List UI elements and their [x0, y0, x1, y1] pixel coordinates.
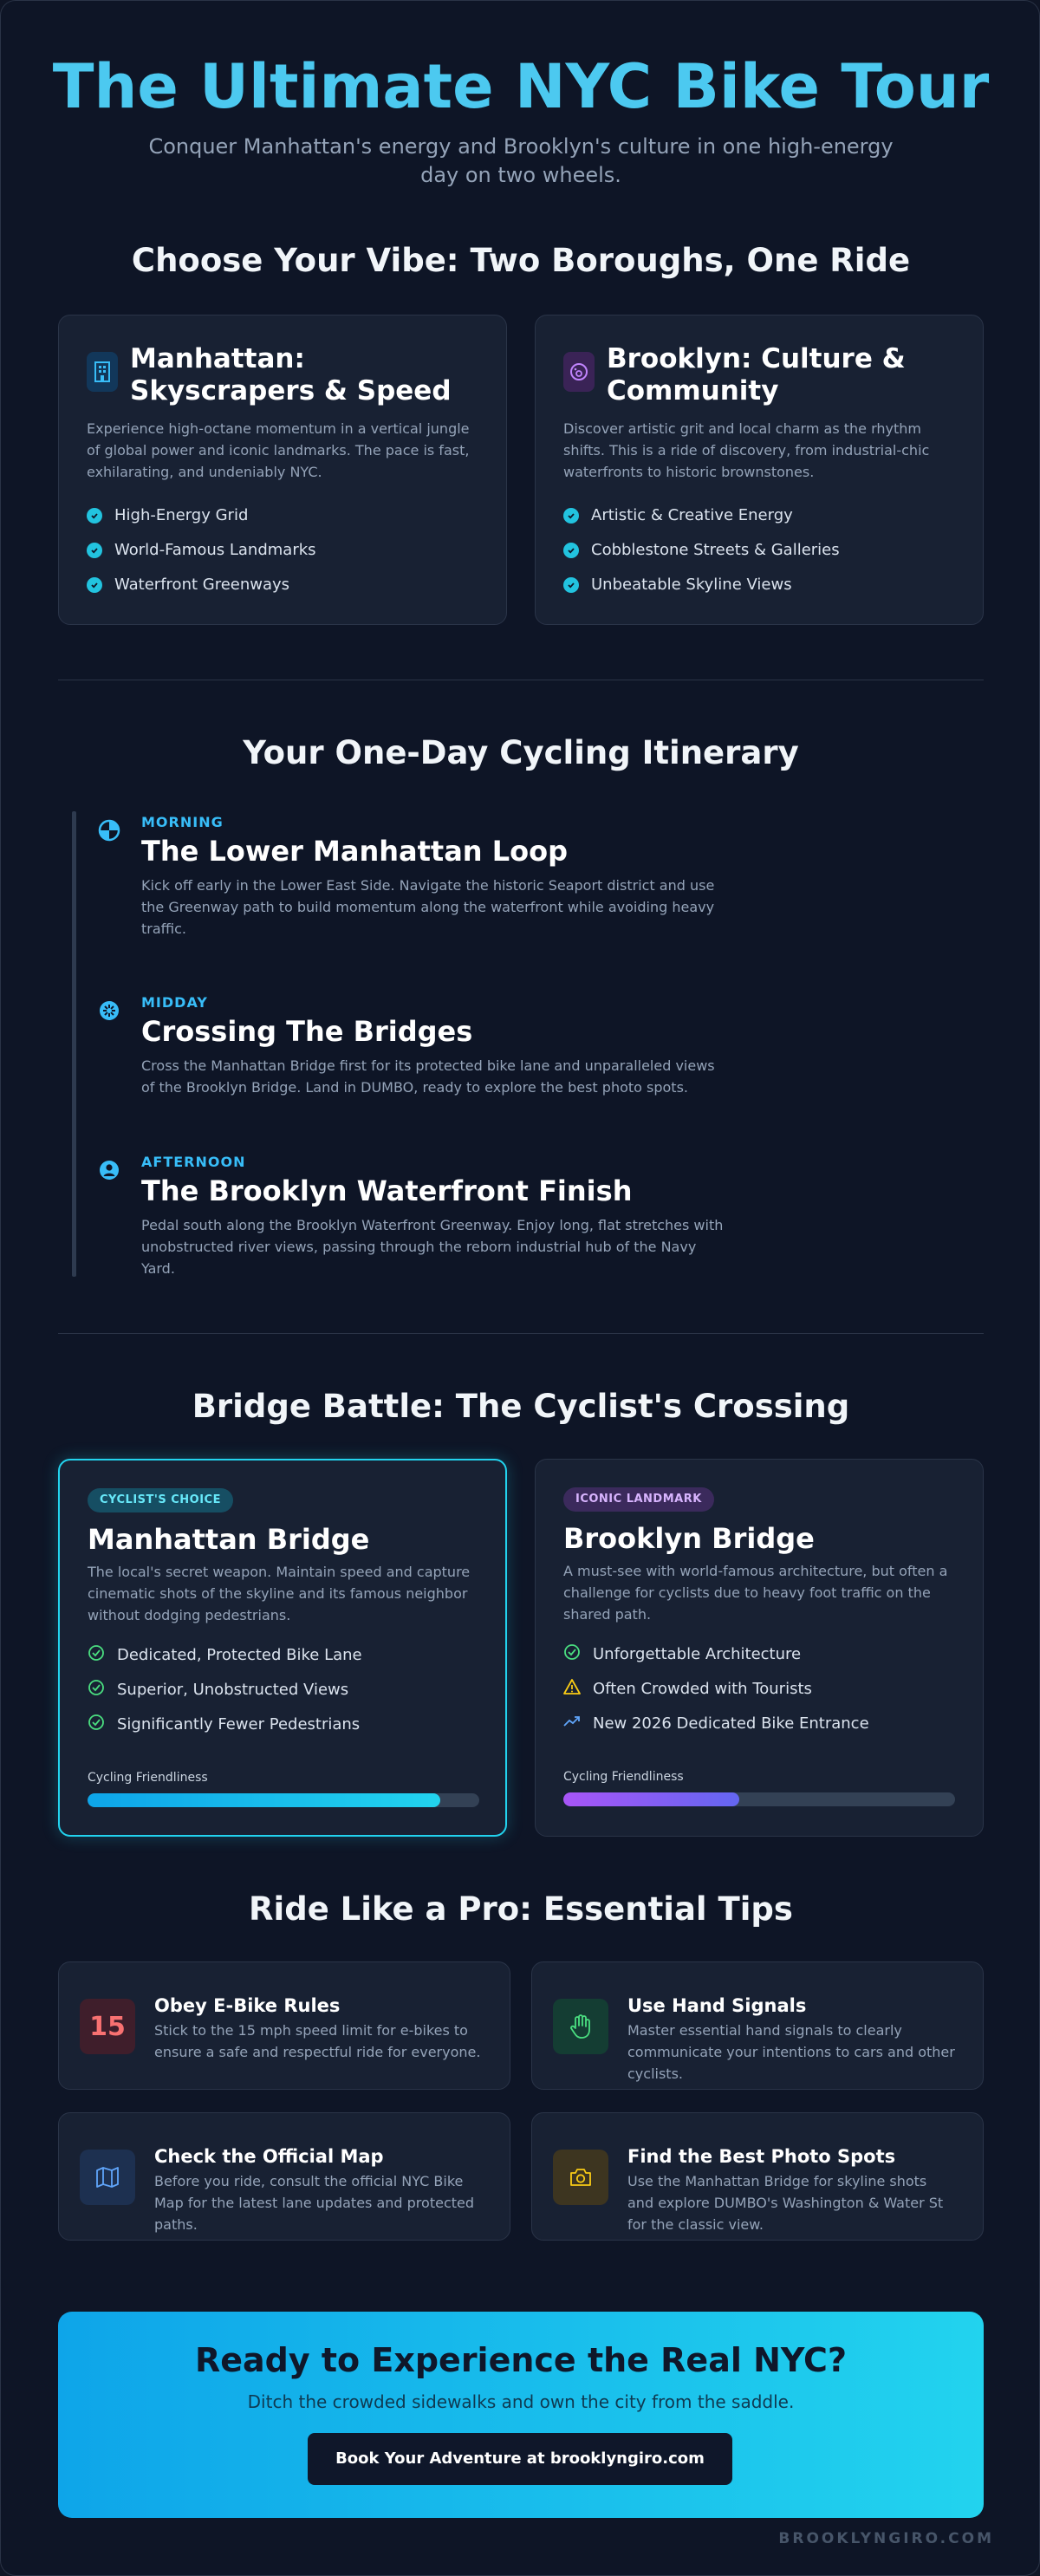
- speed-limit-icon: 15: [80, 1999, 135, 2054]
- map-icon: [80, 2150, 135, 2205]
- feature-label: Often Crowded with Tourists: [593, 1680, 812, 1698]
- warning-icon: [563, 1678, 581, 1700]
- timeline-title: The Lower Manhattan Loop: [141, 835, 568, 868]
- meter-label: Cycling Friendliness: [563, 1770, 684, 1784]
- list-item: [563, 506, 793, 524]
- list-item: [563, 576, 792, 594]
- timeline-title: The Brooklyn Waterfront Finish: [141, 1174, 633, 1207]
- brooklyn-vibe-desc: Discover artistic grit and local charm as the rhythm shifts. This is a ride of discovery, from industrial-chic waterfronts to historic brownstones.: [563, 420, 930, 480]
- manhattan-vibe-desc: Experience high-octane momentum in a vertical jungle of global power and iconic landmarks. The pace is fast, exhilarating, and undeniably NYC.: [87, 420, 470, 480]
- palette-icon: [563, 352, 595, 392]
- manhattan-bridge-card: [58, 1459, 507, 1837]
- friendliness-meter: [563, 1792, 955, 1806]
- check-circle-icon: [563, 1643, 581, 1665]
- tip-card: [531, 2112, 984, 2241]
- cta-banner: [58, 2312, 984, 2518]
- page-subtitle: Conquer Manhattan's energy and Brooklyn's culture in one high-energy day on two wheels.: [148, 134, 894, 187]
- list-item-label: World-Famous Landmarks: [114, 541, 316, 559]
- feature-item: [88, 1679, 348, 1701]
- tip-desc: Stick to the 15 mph speed limit for e-bikes to ensure a safe and respectful ride for everyone.: [154, 2022, 481, 2060]
- friendliness-meter: [88, 1793, 479, 1807]
- camera-icon: [553, 2150, 608, 2205]
- feature-item: [563, 1713, 869, 1734]
- tip-title: Find the Best Photo Spots: [627, 2146, 896, 2167]
- brooklyn-bridge-card: [535, 1459, 984, 1837]
- timeline-line: [72, 811, 76, 1277]
- sun-icon: [98, 999, 120, 1022]
- cta-subtitle: Ditch the crowded sidewalks and own the city from the saddle.: [247, 2391, 795, 2412]
- itinerary-heading: Your One-Day Cycling Itinerary: [243, 734, 799, 771]
- bridge-title: Manhattan Bridge: [88, 1523, 370, 1556]
- meter-label: Cycling Friendliness: [88, 1771, 208, 1785]
- list-item-label: High-Energy Grid: [114, 506, 249, 524]
- morning-icon: [98, 819, 120, 842]
- list-item: [87, 541, 316, 559]
- list-item: [563, 541, 840, 559]
- footer-brand: BROOKLYNGIRO.COM: [778, 2530, 994, 2547]
- check-circle-icon: [88, 1644, 105, 1666]
- feature-item: [563, 1643, 801, 1665]
- tip-desc: Before you ride, consult the official NYC Bike Map for the latest lane updates and protected paths.: [154, 2173, 475, 2233]
- tip-card: [58, 2112, 510, 2241]
- list-item-label: Unbeatable Skyline Views: [591, 576, 792, 594]
- timeline-label: AFTERNOON: [141, 1154, 246, 1170]
- timeline-label: MORNING: [141, 814, 224, 830]
- manhattan-vibe-title: Manhattan: Skyscrapers & Speed: [130, 343, 452, 407]
- feature-label: Dedicated, Protected Bike Lane: [117, 1646, 362, 1664]
- check-circle-icon: [88, 1679, 105, 1701]
- tip-title: Use Hand Signals: [627, 1995, 807, 2016]
- tip-desc: Use the Manhattan Bridge for skyline shots and explore DUMBO's Washington & Water St for the classic view.: [627, 2173, 944, 2233]
- hand-icon: [553, 1999, 608, 2054]
- list-item-label: Artistic & Creative Energy: [591, 506, 793, 524]
- check-icon: [87, 577, 102, 593]
- section-divider: [58, 1333, 984, 1334]
- page-title: The Ultimate NYC Bike Tour: [52, 51, 990, 122]
- feature-item: [88, 1714, 360, 1735]
- meter-fill: [88, 1793, 440, 1807]
- check-icon: [87, 508, 102, 524]
- trend-up-icon: [563, 1713, 581, 1734]
- timeline-label: MIDDAY: [141, 994, 208, 1011]
- vibe-heading: Choose Your Vibe: Two Boroughs, One Ride: [131, 242, 911, 279]
- bridge-desc: The local's secret weapon. Maintain speed and capture cinematic shots of the skyline and its famous neighbor without dodging pedestrians.: [88, 1564, 471, 1623]
- brooklyn-vibe-card: [535, 315, 984, 625]
- bridge-desc: A must-see with world-famous architecture, but often a challenge for cyclists due to heavy foot traffic on the shared path.: [563, 1563, 948, 1623]
- feature-label: Superior, Unobstructed Views: [117, 1681, 349, 1699]
- tip-title: Obey E-Bike Rules: [154, 1995, 341, 2016]
- check-icon: [563, 508, 579, 524]
- tip-desc: Master essential hand signals to clearly communicate your intentions to cars and other cyclists.: [627, 2022, 955, 2082]
- iconic-landmark-badge: ICONIC LANDMARK: [563, 1487, 714, 1512]
- check-icon: [563, 543, 579, 558]
- list-item: [87, 576, 289, 594]
- manhattan-vibe-card: [58, 315, 507, 625]
- person-icon: [98, 1159, 120, 1181]
- timeline-title: Crossing The Bridges: [141, 1015, 473, 1048]
- list-item-label: Cobblestone Streets & Galleries: [591, 541, 840, 559]
- timeline-desc: Cross the Manhattan Bridge first for its protected bike lane and unparalleled views of the Brooklyn Bridge. Land in DUMBO, ready to explore the best photo spots.: [141, 1057, 715, 1096]
- tip-card: [58, 1961, 510, 2090]
- building-icon: [87, 352, 118, 392]
- book-adventure-button[interactable]: Book Your Adventure at brooklyngiro.com: [308, 2433, 732, 2485]
- tips-heading: Ride Like a Pro: Essential Tips: [249, 1890, 793, 1928]
- feature-label: Significantly Fewer Pedestrians: [117, 1715, 361, 1734]
- cyclists-choice-badge: CYCLIST'S CHOICE: [88, 1488, 233, 1512]
- cta-title: Ready to Experience the Real NYC?: [195, 2341, 847, 2379]
- bridge-title: Brooklyn Bridge: [563, 1522, 815, 1555]
- feature-label: New 2026 Dedicated Bike Entrance: [593, 1714, 869, 1733]
- tip-title: Check the Official Map: [154, 2146, 384, 2167]
- list-item-label: Waterfront Greenways: [114, 576, 290, 594]
- timeline-desc: Kick off early in the Lower East Side. Navigate the historic Seaport district and use the Greenway path to build momentum along the waterfront while avoiding heavy traffic.: [141, 877, 715, 937]
- brooklyn-vibe-title: Brooklyn: Culture & Community: [607, 343, 906, 407]
- feature-item: [563, 1678, 812, 1700]
- check-icon: [563, 577, 579, 593]
- tip-card: [531, 1961, 984, 2090]
- feature-item: [88, 1644, 362, 1666]
- feature-label: Unforgettable Architecture: [593, 1645, 802, 1663]
- check-circle-icon: [88, 1714, 105, 1735]
- timeline-desc: Pedal south along the Brooklyn Waterfront Greenway. Enjoy long, flat stretches with unobstructed river views, passing through the reborn industrial hub of the Navy Yard.: [141, 1217, 724, 1277]
- bridges-heading: Bridge Battle: The Cyclist's Crossing: [192, 1388, 850, 1425]
- list-item: [87, 506, 248, 524]
- check-icon: [87, 543, 102, 558]
- meter-fill: [563, 1792, 739, 1806]
